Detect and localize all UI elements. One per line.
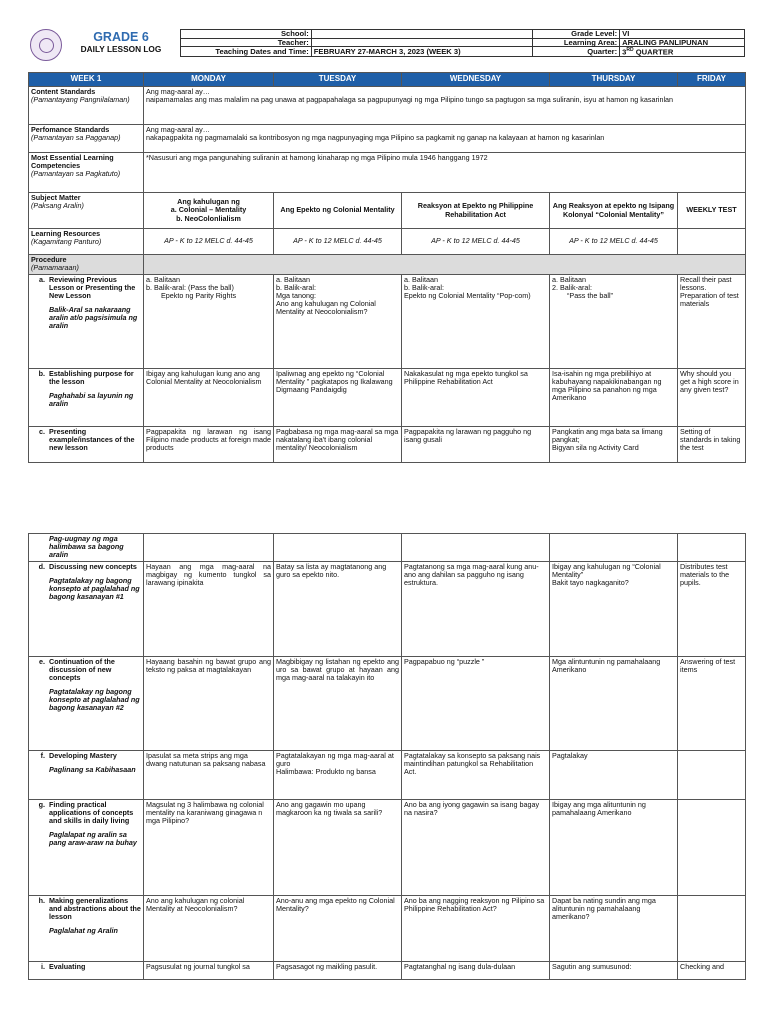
performance-standards-row <box>29 125 746 153</box>
row-h-mon: Ano ang kahulugan ng colonial Mentality at Neocolonialism? <box>144 896 274 962</box>
row-f-wed: Pagtatalakay sa konsepto sa paksang nais maintindihan patungkol sa Rehabilitation Act. <box>402 751 550 800</box>
row-a-thu-3: “Pass the ball” <box>567 291 613 301</box>
row-a-wed-2: b. Balik-aral: <box>404 283 444 293</box>
row-b-thu: Isa-isahin ng mga prebilihiyo at kabuhayang napakikinabangan ng mga Pilipino sa panahon ng mga Amerikano <box>550 369 678 427</box>
row-h-thu: Dapat ba nating sundin ang mga alituntunin ng pamahalaang amerikano? <box>550 896 678 962</box>
performance-standards-sublabel: (Pamantayan sa Pagganap) <box>31 133 121 143</box>
resources-wed: AP - K to 12 MELC d. 44-45 <box>402 229 550 255</box>
lesson-log-table-page2 <box>28 533 746 980</box>
performance-standards-intro: Ang mag-aaral ay… <box>146 125 210 134</box>
subject-mon-line2: a. Colonial – Mentality <box>170 205 247 215</box>
subject-thu: Ang Reaksyon at epekto ng Isipang Kolonyal “Colonial Mentality” <box>550 193 678 229</box>
row-i-tue: Pagsasagot ng maikling pasulit. <box>274 962 402 980</box>
row-f-thu: Pagtalakay <box>550 751 678 800</box>
row-i-letter: i. <box>41 962 45 971</box>
row-f-title: Developing Mastery <box>49 751 117 760</box>
resources-mon: AP - K to 12 MELC d. 44-45 <box>144 229 274 255</box>
subject-tue: Ang Epekto ng Colonial Mentality <box>274 193 402 229</box>
row-e <box>29 657 746 751</box>
row-a-mon-3: Epekto ng Parity Rights <box>161 291 237 301</box>
row-i <box>29 962 746 980</box>
performance-standards-label: Perfomance Standards <box>31 125 110 134</box>
learning-area-label: Learning Area: <box>533 38 620 47</box>
col-thursday: THURSDAY <box>550 73 678 87</box>
school-label: School: <box>181 30 312 39</box>
subject-wed: Reaksyon at Epekto ng Philippine Rehabilitation Act <box>402 193 550 229</box>
row-a-subtitle: Balik-Aral sa nakaraang aralin at/o pagsisimula ng aralin <box>49 305 138 331</box>
row-b-wed: Nakakasulat ng mga epekto tungkol sa Philippine Rehabilitation Act <box>402 369 550 427</box>
subject-mon-line3: b. NeoColonlialism <box>176 213 241 223</box>
header-info-table <box>180 29 745 57</box>
row-h-title: Making generalizations and abstractions about the lesson <box>49 896 141 922</box>
row-d-wed: Pagtatanong sa mga mag-aaral kung anu-ano ang dahilan sa pagguho ng isang estruktura. <box>402 562 550 657</box>
teaching-dates-value: FEBRUARY 27-MARCH 3, 2023 (WEEK 3) <box>311 47 533 57</box>
procedure-row <box>29 255 746 275</box>
row-c-fri: Setting of standards in taking the test <box>678 427 746 463</box>
row-h-letter: h. <box>38 896 45 905</box>
competencies-text: *Nasusuri ang mga pangunahing suliranin at hamong kinaharap ng mga Pilipino mula 1946 hanggang 1972 <box>146 153 488 162</box>
quarter-number: 3 <box>622 47 627 57</box>
row-g-letter: g. <box>38 800 45 809</box>
row-b-tue: Ipaliwnag ang epekto ng “Colonial Mentality ” pagkatapos ng Ikalawang Digmaang Pandaigdig <box>274 369 402 427</box>
row-g-wed: Ano ba ang iyong gagawin sa isang bagay na nasira? <box>402 800 550 896</box>
learning-area-value: ARALING PANLIPUNAN <box>620 38 745 47</box>
row-g-tue: Ano ang gagawin mo upang magkaroon ka ng tiwala sa sarili? <box>274 800 402 896</box>
competencies-row <box>29 153 746 193</box>
grade-title: GRADE 6 <box>93 30 149 44</box>
row-a-mon-1: a. Balitaan <box>146 275 180 284</box>
row-a-letter: a. <box>39 275 45 284</box>
competencies-label: Most Essential Learning Competencies <box>31 153 114 171</box>
row-h-fri <box>678 896 746 962</box>
col-monday: MONDAY <box>144 73 274 87</box>
row-c-continued <box>29 534 746 562</box>
row-c-title: Presenting example/instances of the new lesson <box>49 427 135 453</box>
grade-level-value: VI <box>620 30 745 39</box>
row-i-fri: Checking and <box>678 962 746 980</box>
procedure-sublabel: (Pamamaraan) <box>31 263 79 273</box>
row-h-tue: Ano-anu ang mga epekto ng Colonial Mentality? <box>274 896 402 962</box>
row-c-thu-1: Pangkatin ang mga bata sa limang pangkat; <box>552 427 663 445</box>
lesson-log-table-page1 <box>28 72 746 463</box>
subject-mon-line1: Ang kahulugan ng <box>177 197 240 207</box>
quarter-suffix: RD <box>626 47 634 54</box>
col-wednesday: WEDNESDAY <box>402 73 550 87</box>
row-h-wed: Ano ba ang nagging reaksyon ng Pilipino sa Philippine Rehabilitation Act? <box>402 896 550 962</box>
row-e-wed: Pagpapabuo ng “puzzle ” <box>402 657 550 751</box>
row-a-tue-3: Mga tanong: <box>276 291 316 301</box>
content-standards-sublabel: (Pamantayang Pangnilalaman) <box>31 95 130 105</box>
col-tuesday: TUESDAY <box>274 73 402 87</box>
deped-seal-logo <box>30 29 62 61</box>
row-a <box>29 275 746 369</box>
row-a-tue-4: Ano ang kahulugan ng Colonial Mentality at Neocolonialism? <box>276 299 376 317</box>
quarter-value <box>620 47 745 57</box>
row-f-mon: Ipasulat sa meta strips ang mga dwang natutunan sa paksang nabasa <box>144 751 274 800</box>
teacher-label: Teacher: <box>181 38 312 47</box>
row-b <box>29 369 746 427</box>
row-g-fri <box>678 800 746 896</box>
row-b-fri: Why should you get a high score in any given test? <box>678 369 746 427</box>
row-e-thu: Mga alintuntunin ng pamahalaang Amerikano <box>550 657 678 751</box>
row-g <box>29 800 746 896</box>
daily-lesson-log-title: DAILY LESSON LOG <box>80 44 162 54</box>
row-e-letter: e. <box>39 657 45 666</box>
row-f-tue-1: Pagtatalakayan ng mga mag-aaral at guro <box>276 751 394 769</box>
row-d-subtitle: Pagtatalakay ng bagong konsepto at paglalahad ng bagong kasanayan #1 <box>49 576 140 602</box>
row-h-subtitle: Paglalahat ng Aralin <box>49 926 118 936</box>
row-a-wed-3: Epekto ng Colonial Mentality “Pop-com) <box>404 291 531 301</box>
subject-matter-row <box>29 193 746 229</box>
subject-matter-sublabel: (Paksang Aralin) <box>31 201 84 211</box>
teaching-dates-label: Teaching Dates and Time: <box>181 47 312 57</box>
row-e-subtitle: Pagtatalakay ng bagong konsepto at paglalahad ng bagong kasanayan #2 <box>49 687 140 713</box>
row-a-tue-1: a. Balitaan <box>276 275 310 284</box>
grade-level-label: Grade Level: <box>533 30 620 39</box>
row-f-fri <box>678 751 746 800</box>
col-friday: FRIDAY <box>678 73 746 87</box>
row-g-title: Finding practical applications of concepts and skills in daily living <box>49 800 134 826</box>
resources-tue: AP - K to 12 MELC d. 44-45 <box>274 229 402 255</box>
row-c-subtitle: Pag-uugnay ng mga halimbawa sa bagong aralin <box>49 534 124 560</box>
row-a-tue-2: b. Balik-aral: <box>276 283 316 293</box>
teacher-value <box>311 38 533 47</box>
school-value <box>311 30 533 39</box>
content-standards-label: Content Standards <box>31 87 96 96</box>
row-d <box>29 562 746 657</box>
row-e-mon: Hayaang basahin ng bawat grupo ang teksto ng paksa at magtalakayan <box>144 657 274 751</box>
row-f <box>29 751 746 800</box>
quarter-label: Quarter: <box>533 47 620 57</box>
row-c-mon: Pagpapakita ng larawan ng isang Filipino made products at foreign made products <box>144 427 274 463</box>
resources-sublabel: (Kagamitang Panturo) <box>31 237 102 247</box>
row-e-title: Continuation of the discussion of new concepts <box>49 657 115 683</box>
row-i-thu: Sagutin ang sumusunod: <box>550 962 678 980</box>
row-a-fri: Recall their past lessons. Preparation of test materials <box>678 275 746 369</box>
row-b-subtitle: Paghahabi sa layunin ng aralin <box>49 391 134 409</box>
row-d-thu-1: Ibigay ang kahulugan ng “Colonial Mentality” <box>552 562 661 580</box>
row-i-wed: Pagtatanghal ng isang dula-dulaan <box>402 962 550 980</box>
row-g-mon: Magsulat ng 3 halimbawa ng colonial mentality na karaniwang ginagawa n mga Pilipino? <box>144 800 274 896</box>
learning-resources-row <box>29 229 746 255</box>
resources-label: Learning Resources <box>31 229 101 238</box>
row-c-tue: Pagbabasa ng mga mag-aaral sa mga nakatalang iba't ibang colonial mentality/ Neocolonialism <box>274 427 402 463</box>
row-i-title: Evaluating <box>49 962 86 971</box>
performance-standards-text: nakapagpakita ng pagmamalaki sa kontribosyon ng mga nagpunyaging mga Pilipino sa pagkamit ng ganap na kalayaan at hamon ng kasarinlan <box>146 133 605 143</box>
row-c-wed: Pagpapakita ng larawan ng pagguho ng isang gusali <box>402 427 550 463</box>
row-b-mon: Ibigay ang kahulugan kung ano ang Colonial Mentality at Neocolonialism <box>144 369 274 427</box>
row-b-letter: b. <box>38 369 45 378</box>
row-e-tue: Magbibigay ng listahan ng epekto ang uro sa bawat grupo at hayaan ang mga mag-aaral na talakayin ito <box>274 657 402 751</box>
row-c-letter: c. <box>39 427 45 436</box>
resources-thu: AP - K to 12 MELC d. 44-45 <box>550 229 678 255</box>
subject-matter-label: Subject Matter <box>31 193 81 202</box>
row-d-fri: Distributes test materials to the pupils. <box>678 562 746 657</box>
row-a-mon-2: b. Balik-aral: (Pass the ball) <box>146 283 234 293</box>
row-e-fri: Answering of test items <box>678 657 746 751</box>
col-week: WEEK 1 <box>29 73 144 87</box>
row-f-subtitle: Paglinang sa Kabihasaan <box>49 765 136 775</box>
row-g-thu: Ibigay ang mga alituntunin ng pamahalaang Amerikano <box>550 800 678 896</box>
quarter-word: QUARTER <box>633 47 674 57</box>
row-d-mon: Hayaan ang mga mag-aaral na magbigay ng kumento tungkol sa larawang ipinakita <box>144 562 274 657</box>
row-b-title: Establishing purpose for the lesson <box>49 369 134 387</box>
row-i-mon: Pagsusulat ng journal tungkol sa <box>144 962 274 980</box>
content-standards-text: naipamamalas ang mas malalim na pag unawa at pagpapahalaga sa pagpupunyagi ng mga Pilipino tungo sa pagtugon sa mga suliranin, isyu at hamon ng kasarinlan <box>146 95 674 105</box>
competencies-sublabel: (Pamantayan sa Pagkatuto) <box>31 169 121 179</box>
row-h <box>29 896 746 962</box>
row-a-thu-1: a. Balitaan <box>552 275 586 284</box>
row-a-thu-2: 2. Balik-aral: <box>552 283 592 293</box>
content-standards-row <box>29 87 746 125</box>
row-d-letter: d. <box>38 562 45 571</box>
row-g-subtitle: Paglalapat ng aralin sa pang araw-araw na buhay <box>49 830 137 848</box>
row-d-thu-2: Bakit tayo nagkaganito? <box>552 578 629 588</box>
row-a-wed-1: a. Balitaan <box>404 275 438 284</box>
subject-fri: WEEKLY TEST <box>678 193 746 229</box>
row-c-thu-2: Bigyan sila ng Activity Card <box>552 443 639 453</box>
row-f-tue-2: Halimbawa: Produkto ng bansa <box>276 767 376 777</box>
row-d-tue: Batay sa lista ay magtatanong ang guro sa epekto nito. <box>274 562 402 657</box>
row-c <box>29 427 746 463</box>
row-d-title: Discussing new concepts <box>49 562 137 571</box>
procedure-label: Procedure <box>31 255 67 264</box>
content-standards-intro: Ang mag-aaral ay… <box>146 87 210 96</box>
row-a-title: Reviewing Previous Lesson or Presenting the New Lesson <box>49 275 136 301</box>
row-f-letter: f. <box>40 751 45 760</box>
